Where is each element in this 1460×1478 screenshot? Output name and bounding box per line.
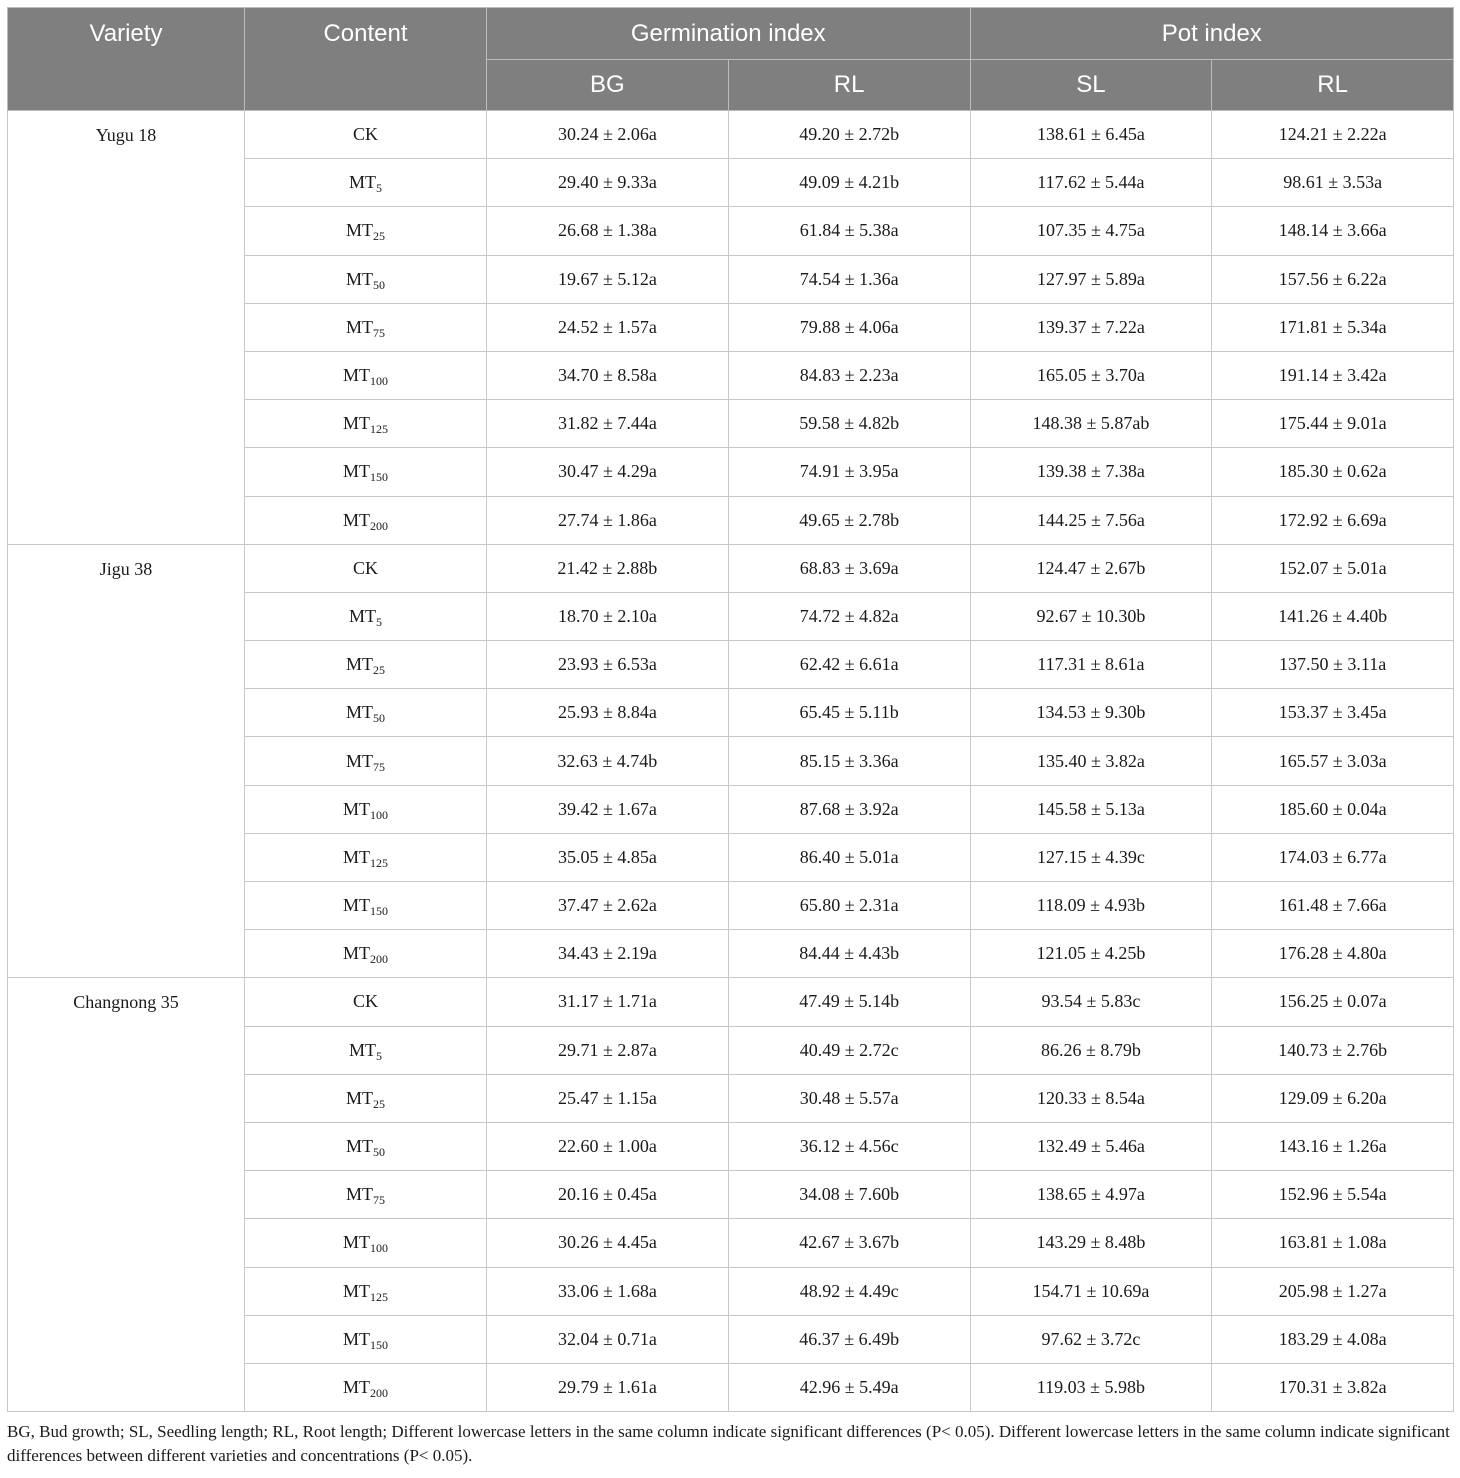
table-row [8,978,1454,1026]
content-subscript: 100 [370,807,388,822]
value-cell: 20.16 ± 0.45a [487,1171,729,1219]
content-subscript: 5 [376,181,382,196]
value-cell: 152.96 ± 5.54a [1212,1171,1454,1219]
value-cell: 36.12 ± 4.56c [728,1122,970,1170]
header-pot-index: Pot index [970,8,1454,60]
value-cell: 141.26 ± 4.40b [1212,592,1454,640]
value-cell: 138.65 ± 4.97a [970,1171,1212,1219]
content-base: CK [352,124,378,145]
value-cell: 87.68 ± 3.92a [728,785,970,833]
content-cell [245,978,487,1026]
content-base: MT [343,461,370,482]
content-base: MT [346,220,373,241]
value-cell: 121.05 ± 4.25b [970,930,1212,978]
content-base: MT [343,1280,370,1301]
table-row [8,111,1454,159]
value-cell: 120.33 ± 8.54a [970,1074,1212,1122]
value-cell: 124.47 ± 2.67b [970,544,1212,592]
content-subscript: 5 [376,1048,382,1063]
content-base: MT [343,943,370,964]
content-base: CK [352,557,378,578]
value-cell: 161.48 ± 7.66a [1212,882,1454,930]
value-cell: 144.25 ± 7.56a [970,496,1212,544]
value-cell: 18.70 ± 2.10a [487,592,729,640]
content-cell [245,882,487,930]
value-cell: 97.62 ± 3.72c [970,1315,1212,1363]
variety-cell: Yugu 18 [8,111,245,545]
value-cell: 30.48 ± 5.57a [728,1074,970,1122]
variety-cell: Jigu 38 [8,544,245,978]
content-cell [245,1171,487,1219]
value-cell: 117.62 ± 5.44a [970,159,1212,207]
value-cell: 127.97 ± 5.89a [970,255,1212,303]
content-base: MT [343,1376,370,1397]
content-cell [245,930,487,978]
content-cell [245,159,487,207]
value-cell: 119.03 ± 5.98b [970,1363,1212,1411]
content-base: MT [343,413,370,434]
value-cell: 156.25 ± 0.07a [1212,978,1454,1026]
value-cell: 46.37 ± 6.49b [728,1315,970,1363]
value-cell: 37.47 ± 2.62a [487,882,729,930]
header-variety: Variety [8,8,245,111]
value-cell: 31.17 ± 1.71a [487,978,729,1026]
content-cell [245,689,487,737]
value-cell: 32.04 ± 0.71a [487,1315,729,1363]
value-cell: 98.61 ± 3.53a [1212,159,1454,207]
value-cell: 139.38 ± 7.38a [970,448,1212,496]
value-cell: 148.14 ± 3.66a [1212,207,1454,255]
value-cell: 152.07 ± 5.01a [1212,544,1454,592]
value-cell: 117.31 ± 8.61a [970,641,1212,689]
value-cell: 23.93 ± 6.53a [487,641,729,689]
value-cell: 65.45 ± 5.11b [728,689,970,737]
value-cell: 185.30 ± 0.62a [1212,448,1454,496]
value-cell: 24.52 ± 1.57a [487,303,729,351]
content-cell [245,351,487,399]
header-germination-index: Germination index [487,8,971,60]
value-cell: 135.40 ± 3.82a [970,737,1212,785]
content-cell [245,400,487,448]
content-subscript: 125 [370,1289,388,1304]
value-cell: 40.49 ± 2.72c [728,1026,970,1074]
value-cell: 85.15 ± 3.36a [728,737,970,785]
value-cell: 138.61 ± 6.45a [970,111,1212,159]
content-subscript: 50 [373,1145,385,1160]
content-base: MT [346,654,373,675]
value-cell: 154.71 ± 10.69a [970,1267,1212,1315]
value-cell: 31.82 ± 7.44a [487,400,729,448]
content-cell [245,255,487,303]
value-cell: 30.47 ± 4.29a [487,448,729,496]
content-subscript: 125 [370,855,388,870]
value-cell: 68.83 ± 3.69a [728,544,970,592]
content-subscript: 200 [370,952,388,967]
content-cell [245,1363,487,1411]
content-base: CK [352,991,378,1012]
value-cell: 165.05 ± 3.70a [970,351,1212,399]
content-subscript: 200 [370,1385,388,1400]
value-cell: 42.96 ± 5.49a [728,1363,970,1411]
value-cell: 127.15 ± 4.39c [970,833,1212,881]
value-cell: 93.54 ± 5.83c [970,978,1212,1026]
value-cell: 174.03 ± 6.77a [1212,833,1454,881]
value-cell: 143.16 ± 1.26a [1212,1122,1454,1170]
value-cell: 172.92 ± 6.69a [1212,496,1454,544]
value-cell: 30.26 ± 4.45a [487,1219,729,1267]
value-cell: 205.98 ± 1.27a [1212,1267,1454,1315]
header-germination-rl: RL [728,60,970,111]
content-subscript: 50 [373,711,385,726]
content-subscript: 5 [376,614,382,629]
value-cell: 30.24 ± 2.06a [487,111,729,159]
content-cell [245,207,487,255]
value-cell: 84.83 ± 2.23a [728,351,970,399]
content-base: MT [346,1087,373,1108]
content-cell [245,448,487,496]
content-base: MT [346,1184,373,1205]
variety-cell: Changnong 35 [8,978,245,1412]
content-cell [245,1122,487,1170]
value-cell: 42.67 ± 3.67b [728,1219,970,1267]
value-cell: 47.49 ± 5.14b [728,978,970,1026]
value-cell: 33.06 ± 1.68a [487,1267,729,1315]
content-cell [245,111,487,159]
content-subscript: 75 [373,1193,385,1208]
value-cell: 134.53 ± 9.30b [970,689,1212,737]
value-cell: 49.09 ± 4.21b [728,159,970,207]
value-cell: 84.44 ± 4.43b [728,930,970,978]
value-cell: 49.20 ± 2.72b [728,111,970,159]
content-cell [245,641,487,689]
value-cell: 27.74 ± 1.86a [487,496,729,544]
value-cell: 170.31 ± 3.82a [1212,1363,1454,1411]
value-cell: 74.54 ± 1.36a [728,255,970,303]
content-subscript: 75 [373,325,385,340]
table-container [7,7,1453,1468]
value-cell: 183.29 ± 4.08a [1212,1315,1454,1363]
value-cell: 74.91 ± 3.95a [728,448,970,496]
content-base: MT [343,509,370,530]
table-header [8,8,1454,111]
content-subscript: 100 [370,374,388,389]
results-table [7,7,1454,1412]
value-cell: 163.81 ± 1.08a [1212,1219,1454,1267]
content-base: MT [343,365,370,386]
content-base: MT [346,1136,373,1157]
content-subscript: 25 [373,229,385,244]
value-cell: 171.81 ± 5.34a [1212,303,1454,351]
value-cell: 185.60 ± 0.04a [1212,785,1454,833]
value-cell: 139.37 ± 7.22a [970,303,1212,351]
content-subscript: 150 [370,1337,388,1352]
value-cell: 65.80 ± 2.31a [728,882,970,930]
value-cell: 124.21 ± 2.22a [1212,111,1454,159]
value-cell: 61.84 ± 5.38a [728,207,970,255]
content-cell [245,592,487,640]
content-cell [245,785,487,833]
header-pot-rl: RL [1212,60,1454,111]
content-subscript: 50 [373,277,385,292]
value-cell: 48.92 ± 4.49c [728,1267,970,1315]
content-subscript: 25 [373,663,385,678]
content-base: MT [346,268,373,289]
content-cell [245,1267,487,1315]
value-cell: 79.88 ± 4.06a [728,303,970,351]
value-cell: 19.67 ± 5.12a [487,255,729,303]
content-cell [245,1219,487,1267]
table-row [8,544,1454,592]
value-cell: 32.63 ± 4.74b [487,737,729,785]
content-cell [245,1026,487,1074]
content-base: MT [349,1039,376,1060]
value-cell: 34.43 ± 2.19a [487,930,729,978]
value-cell: 25.93 ± 8.84a [487,689,729,737]
value-cell: 26.68 ± 1.38a [487,207,729,255]
value-cell: 165.57 ± 3.03a [1212,737,1454,785]
value-cell: 129.09 ± 6.20a [1212,1074,1454,1122]
value-cell: 86.26 ± 8.79b [970,1026,1212,1074]
content-base: MT [343,1232,370,1253]
value-cell: 39.42 ± 1.67a [487,785,729,833]
content-cell [245,737,487,785]
header-content: Content [245,8,487,111]
content-cell [245,833,487,881]
content-subscript: 125 [370,422,388,437]
value-cell: 148.38 ± 5.87ab [970,400,1212,448]
table-body [8,111,1454,1412]
table-footnote: BG, Bud growth; SL, Seedling length; RL, Root length; Different lowercase letters in the same column indicate significant differences (P< 0.05). Different lowercase letters in the same column indicate significant differences between different varieties and concentrations (P< 0.05). [7,1422,1450,1466]
value-cell: 137.50 ± 3.11a [1212,641,1454,689]
content-base: MT [343,846,370,867]
value-cell: 140.73 ± 2.76b [1212,1026,1454,1074]
content-base: MT [343,1328,370,1349]
value-cell: 175.44 ± 9.01a [1212,400,1454,448]
header-sl: SL [970,60,1212,111]
value-cell: 59.58 ± 4.82b [728,400,970,448]
content-base: MT [346,702,373,723]
value-cell: 62.42 ± 6.61a [728,641,970,689]
content-subscript: 150 [370,904,388,919]
value-cell: 107.35 ± 4.75a [970,207,1212,255]
value-cell: 86.40 ± 5.01a [728,833,970,881]
value-cell: 21.42 ± 2.88b [487,544,729,592]
content-subscript: 200 [370,518,388,533]
content-cell [245,496,487,544]
value-cell: 34.08 ± 7.60b [728,1171,970,1219]
content-cell [245,1074,487,1122]
content-base: MT [343,895,370,916]
value-cell: 143.29 ± 8.48b [970,1219,1212,1267]
value-cell: 29.71 ± 2.87a [487,1026,729,1074]
value-cell: 118.09 ± 4.93b [970,882,1212,930]
header-bg: BG [487,60,729,111]
content-cell [245,544,487,592]
value-cell: 132.49 ± 5.46a [970,1122,1212,1170]
value-cell: 74.72 ± 4.82a [728,592,970,640]
value-cell: 92.67 ± 10.30b [970,592,1212,640]
value-cell: 157.56 ± 6.22a [1212,255,1454,303]
content-base: MT [349,172,376,193]
value-cell: 25.47 ± 1.15a [487,1074,729,1122]
content-base: MT [349,605,376,626]
value-cell: 176.28 ± 4.80a [1212,930,1454,978]
content-cell [245,1315,487,1363]
value-cell: 145.58 ± 5.13a [970,785,1212,833]
content-subscript: 100 [370,1241,388,1256]
content-subscript: 150 [370,470,388,485]
content-subscript: 25 [373,1096,385,1111]
content-base: MT [346,750,373,771]
content-base: MT [343,798,370,819]
value-cell: 153.37 ± 3.45a [1212,689,1454,737]
value-cell: 34.70 ± 8.58a [487,351,729,399]
value-cell: 191.14 ± 3.42a [1212,351,1454,399]
value-cell: 29.40 ± 9.33a [487,159,729,207]
value-cell: 49.65 ± 2.78b [728,496,970,544]
content-base: MT [346,316,373,337]
value-cell: 22.60 ± 1.00a [487,1122,729,1170]
value-cell: 35.05 ± 4.85a [487,833,729,881]
content-subscript: 75 [373,759,385,774]
content-cell [245,303,487,351]
value-cell: 29.79 ± 1.61a [487,1363,729,1411]
